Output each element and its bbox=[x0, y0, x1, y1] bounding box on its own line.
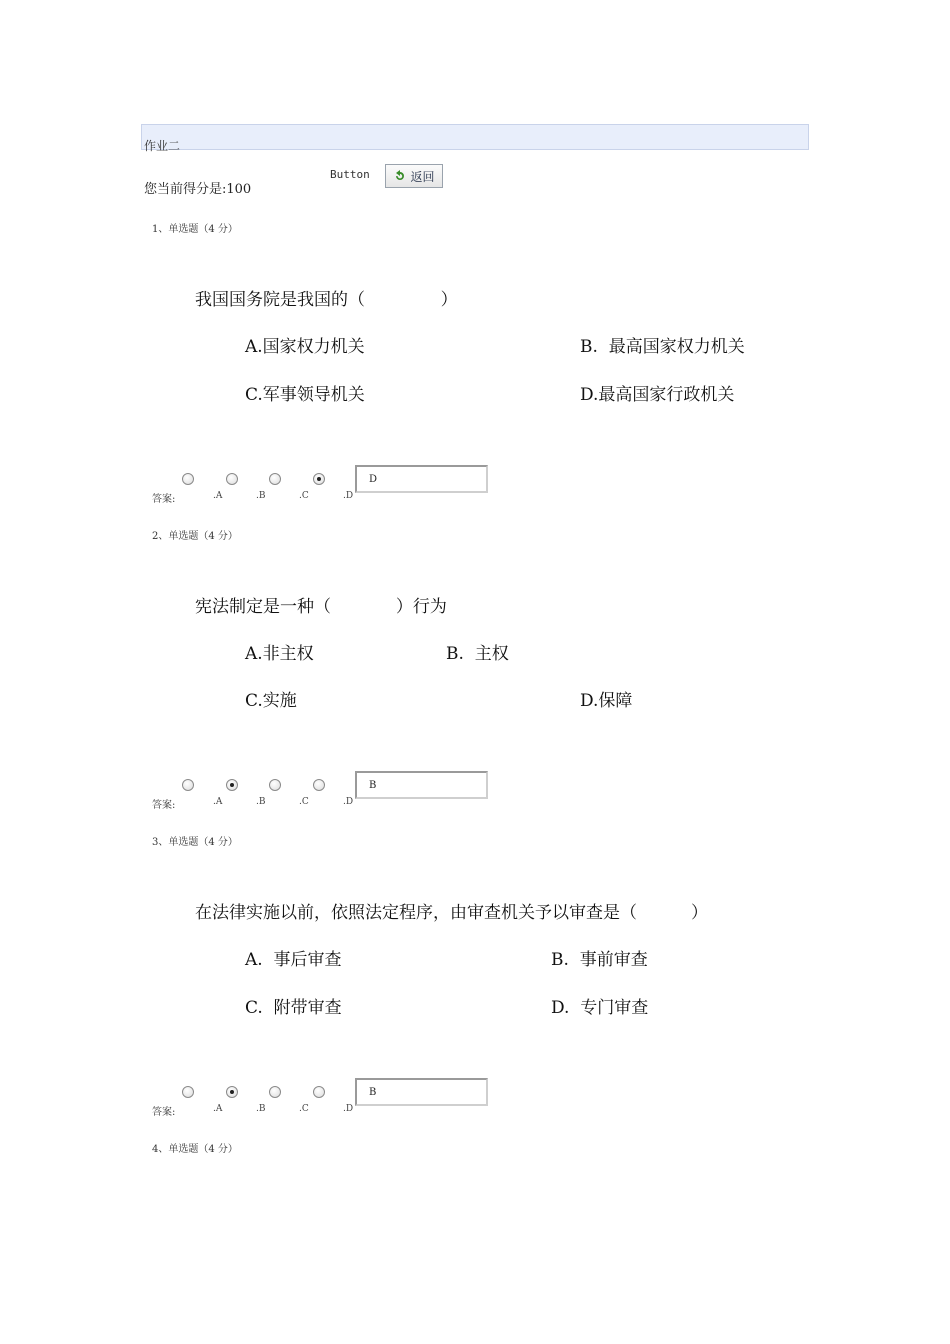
question-3-answer-input[interactable] bbox=[355, 1078, 488, 1106]
question-3-radio-label-d: .D bbox=[343, 1104, 354, 1114]
question-3-option-c: C. 附带审查 bbox=[245, 998, 342, 1018]
question-4-header: 4、单选题（4 分） bbox=[152, 1144, 238, 1155]
question-1-option-b: B. 最高国家权力机关 bbox=[580, 337, 745, 357]
question-2-radio-c[interactable] bbox=[269, 779, 281, 791]
current-score: 您当前得分是:100 bbox=[144, 182, 252, 197]
question-1-radio-label-a: .A bbox=[213, 491, 223, 501]
question-1-radio-label-c: .C bbox=[299, 491, 309, 501]
question-1-answer-input[interactable] bbox=[355, 465, 488, 493]
question-1-radio-b[interactable] bbox=[226, 473, 238, 485]
question-1-radio-c[interactable] bbox=[269, 473, 281, 485]
question-1-option-c: C.军事领导机关 bbox=[245, 385, 365, 405]
question-1-radio-label-d: .D bbox=[343, 491, 354, 501]
question-1-answer-label: 答案: bbox=[152, 494, 176, 505]
question-2-option-c: C.实施 bbox=[245, 691, 297, 711]
page-title: 作业二 bbox=[144, 139, 181, 153]
back-button[interactable] bbox=[385, 164, 443, 188]
question-2-radio-d[interactable] bbox=[313, 779, 325, 791]
question-3-radio-b[interactable] bbox=[226, 1086, 238, 1098]
question-3-header: 3、单选题（4 分） bbox=[152, 837, 238, 848]
question-2-option-b: B. 主权 bbox=[446, 644, 509, 664]
question-1-header: 1、单选题（4 分） bbox=[152, 224, 238, 235]
question-3-radio-label-a: .A bbox=[213, 1104, 223, 1114]
question-1-stem: 我国国务院是我国的（ ） bbox=[195, 290, 458, 310]
question-2-option-a: A.非主权 bbox=[245, 644, 314, 664]
question-2-stem: 宪法制定是一种（ ）行为 bbox=[195, 597, 447, 617]
question-1-option-a: A.国家权力机关 bbox=[245, 337, 365, 357]
title-bar bbox=[141, 124, 809, 150]
question-2-answer-input[interactable] bbox=[355, 771, 488, 799]
question-3-radio-label-c: .C bbox=[299, 1104, 309, 1114]
question-1-radio-label-b: .B bbox=[256, 491, 266, 501]
question-3-radio-a[interactable] bbox=[182, 1086, 194, 1098]
question-2-header: 2、单选题（4 分） bbox=[152, 531, 238, 542]
question-3-radio-c[interactable] bbox=[269, 1086, 281, 1098]
question-2-answer-label: 答案: bbox=[152, 800, 176, 811]
question-2-radio-a[interactable] bbox=[182, 779, 194, 791]
question-3-radio-d[interactable] bbox=[313, 1086, 325, 1098]
question-2-radio-label-b: .B bbox=[256, 797, 266, 807]
question-2-radio-b[interactable] bbox=[226, 779, 238, 791]
question-2-radio-label-c: .C bbox=[299, 797, 309, 807]
question-1-option-d: D.最高国家行政机关 bbox=[580, 385, 735, 405]
question-3-option-b: B. 事前审查 bbox=[551, 950, 648, 970]
question-3-option-a: A. 事后审查 bbox=[245, 950, 342, 970]
question-1-radio-d[interactable] bbox=[313, 473, 325, 485]
back-arrow-icon bbox=[393, 169, 407, 183]
back-button-label: 返回 bbox=[410, 169, 435, 184]
question-3-option-d: D. 专门审查 bbox=[551, 998, 649, 1018]
question-3-stem: 在法律实施以前，依照法定程序，由审查机关予以审查是（ ） bbox=[195, 903, 709, 923]
question-2-radio-label-a: .A bbox=[213, 797, 223, 807]
question-2-option-d: D.保障 bbox=[580, 691, 633, 711]
question-3-radio-label-b: .B bbox=[256, 1104, 266, 1114]
question-3-answer-label: 答案: bbox=[152, 1107, 176, 1118]
question-1-radio-a[interactable] bbox=[182, 473, 194, 485]
question-2-radio-label-d: .D bbox=[343, 797, 354, 807]
generic-button[interactable]: Button bbox=[330, 168, 370, 181]
